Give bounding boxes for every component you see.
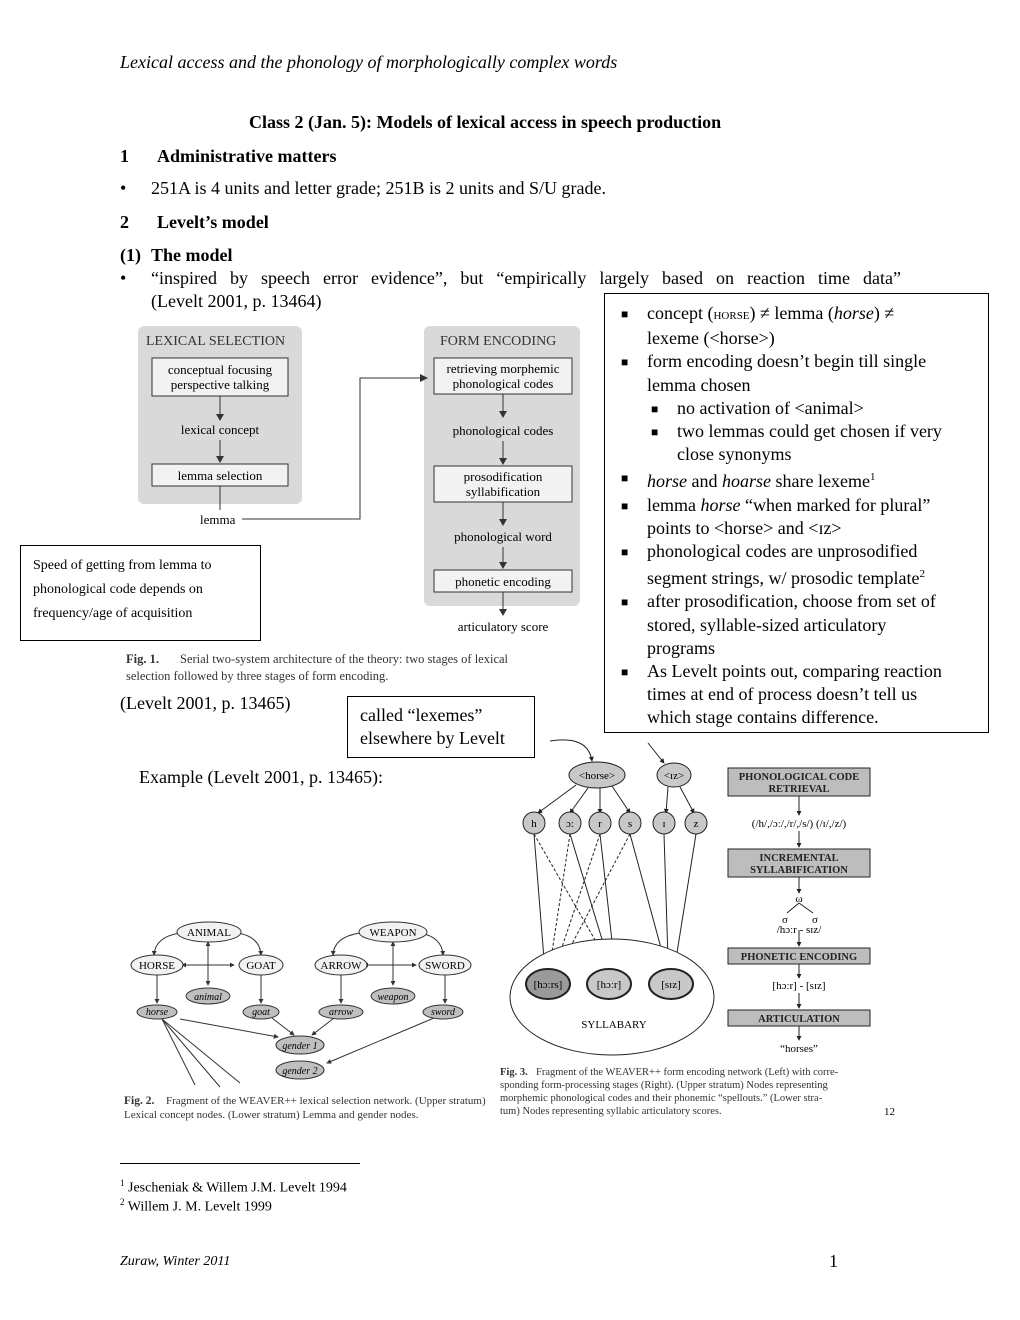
lemma-animal: animal — [194, 992, 222, 1003]
phonological-codes-label: phonological codes — [452, 376, 554, 391]
section-2-number: 2 — [120, 212, 129, 232]
lemma-selection: lemma selection — [177, 468, 263, 483]
model-bullet-line2: (Levelt 2001, p. 13464) — [151, 291, 322, 311]
footnote-1: $^1$ Jescheniak & Willem J.M. Levelt 1994 — [120, 1178, 347, 1196]
footer-author: Zuraw, Winter 2011 — [120, 1254, 231, 1269]
note-prosodification: ■ after prosodification, choose from set of stored, syllable-sized articulatory programs — [621, 591, 936, 658]
note-no-activation: ■ no activation of <animal> — [651, 397, 864, 418]
stage-articulation: ARTICULATION — [758, 1014, 840, 1025]
morpheme-iz: <ɪz> — [663, 770, 685, 782]
node-arrow: ARROW — [320, 960, 362, 972]
notes-box — [604, 293, 989, 733]
footnote-ref-1: 1 — [869, 471, 876, 484]
fig3-caption-label: Fig. 3. — [500, 1067, 528, 1078]
stage-incremental: INCREMENTAL — [759, 853, 839, 864]
syllable-siz: [sɪz] — [661, 979, 681, 991]
figure-2-diagram — [120, 915, 490, 1125]
sigma-2: σ — [812, 914, 818, 926]
lemma-weapon: weapon — [377, 992, 409, 1003]
lemma-horse: horse — [145, 1007, 169, 1018]
syllable-hor: [hɔːr] — [596, 979, 622, 991]
lexemes-note-line1: called “lexemes” — [360, 705, 483, 725]
speed-note-line3: frequency/age of acquisition — [33, 606, 193, 621]
phonetic-form: [hɔːr] - [sɪz] — [772, 980, 826, 992]
class-title: Class 2 (Jan. 5): Models of lexical access in speech production — [249, 112, 722, 132]
phonetic-encoding: phonetic encoding — [455, 574, 551, 589]
fig1-caption-line2: selection followed by three stages of form encoding. — [126, 669, 389, 683]
note-lemma-plural: ■ lemma horse “when marked for plural” points to <horse> and <ɪz> — [621, 494, 931, 538]
syllabary-label: SYLLABARY — [581, 1019, 647, 1031]
morpheme-horse: <horse> — [578, 770, 616, 782]
fig1-caption-label: Fig. 1. — [126, 652, 159, 666]
fig2-caption-label: Fig. 2. — [124, 1095, 155, 1107]
page-number: 1 — [829, 1251, 838, 1271]
note-reaction-times: ■ As Levelt points out, comparing reaction times at end of process doesn’t tell us which stage contains difference. — [621, 661, 942, 728]
section-1-number: 1 — [120, 146, 129, 166]
speed-note-line1: Speed of getting from lemma to — [33, 558, 212, 573]
lemma-goat: goat — [252, 1007, 270, 1018]
note-concept-lemma-lexeme: ■ concept (horse) ≠ lemma (horse) ≠ lexeme (<horse>) — [621, 303, 895, 349]
syllabified-form: /hɔːr - sɪz/ — [776, 924, 822, 936]
section-1-bullet: 251A is 4 units and letter grade; 251B is 2 units and S/U grade. — [151, 178, 606, 198]
segment-o: ɔ: — [566, 818, 574, 830]
segment-r: r — [598, 818, 602, 830]
retrieving-morphemic: retrieving morphemic — [446, 361, 560, 376]
gender-2: gender 2 — [282, 1066, 318, 1077]
svg-text:SYLLABIFICATION: SYLLABIFICATION — [750, 865, 848, 876]
node-horse: HORSE — [138, 960, 176, 972]
fig3-page-fragment: 12 — [884, 1106, 895, 1118]
note-horse-hoarse: ■ horse and hoarse share lexeme$^1$ — [621, 471, 876, 492]
perspective-talking: perspective talking — [170, 377, 270, 392]
syllabification: syllabification — [465, 484, 541, 499]
svg-text:RETRIEVAL: RETRIEVAL — [768, 784, 830, 795]
omega: ω — [795, 893, 803, 905]
speed-note-line2: phonological code depends on — [33, 582, 203, 597]
fig2-caption-line2: Lexical concept nodes. (Lower stratum) Lemma and gender nodes. — [124, 1109, 419, 1121]
bullet-marker: • — [120, 178, 127, 198]
model-bullet-line1: “inspired by speech error evidence”, but “empirically largely based on reaction time data” — [151, 268, 901, 288]
node-goat: GOAT — [246, 960, 276, 972]
horses-output: “horses” — [780, 1043, 818, 1055]
prosodification: prosodification — [463, 469, 543, 484]
section-1-title: Administrative matters — [157, 146, 337, 166]
lemma-sword: sword — [430, 1007, 456, 1018]
bullet-marker: • — [120, 268, 127, 288]
lexical-concept: lexical concept — [180, 422, 260, 437]
fig1-citation: (Levelt 2001, p. 13465) — [120, 693, 291, 713]
stage-phonological-code: PHONOLOGICAL CODE — [738, 772, 860, 783]
speed-note — [20, 545, 261, 641]
fig3-caption-line2: sponding form-processing stages (Right). (Upper stratum) Nodes representing — [500, 1080, 828, 1091]
syllable-horse: [hɔːrs] — [533, 979, 563, 991]
fig3-caption-line3: morphemic phonological codes and their phonemic “spellouts.” (Lower stra- — [500, 1093, 823, 1104]
node-animal: ANIMAL — [187, 927, 231, 939]
segment-i: ɪ — [662, 818, 666, 830]
sigma-1: σ — [782, 914, 788, 926]
note-two-lemmas: ■ two lemmas could get chosen if very close synonyms — [651, 421, 942, 465]
fig2-caption-line1: Fragment of the WEAVER++ lexical selection network. (Upper stratum) — [166, 1095, 486, 1107]
running-header: Lexical access and the phonology of morphologically complex words — [120, 52, 618, 72]
section-2-title: Levelt’s model — [157, 212, 269, 232]
gender-1: gender 1 — [282, 1041, 318, 1052]
stage-phonetic-encoding: PHONETIC ENCODING — [740, 952, 858, 963]
node-sword: SWORD — [425, 960, 465, 972]
segment-h: h — [531, 818, 537, 830]
subsection-title: The model — [151, 245, 233, 265]
segment-z: z — [693, 818, 699, 830]
figure-3-diagram — [496, 735, 906, 1125]
segment-s: s — [627, 818, 633, 830]
example-label: Example (Levelt 2001, p. 13465): — [139, 767, 383, 787]
articulatory-score: articulatory score — [457, 619, 549, 634]
note-unprosodified: ■ phonological codes are unprosodified segment strings, w/ prosodic template$^2$ — [621, 541, 925, 589]
footnote-ref-2: 2 — [919, 568, 925, 581]
lemma-arrow: arrow — [328, 1007, 354, 1018]
footnote-rule — [120, 1163, 360, 1164]
footnote-2: $^2$ Willem J. M. Levelt 1999 — [120, 1197, 272, 1215]
fig3-caption-line4: tum) Nodes representing syllabic articulatory scores. — [500, 1106, 722, 1117]
note-form-encoding: ■ form encoding doesn’t begin till single lemma chosen — [621, 351, 927, 395]
lexemes-note-line2: elsewhere by Levelt — [360, 728, 505, 748]
form-encoding-heading: FORM ENCODING — [440, 334, 557, 349]
fig1-caption-line1: Serial two-system architecture of the theory: two stages of lexical — [180, 652, 509, 666]
node-weapon: WEAPON — [369, 927, 417, 939]
fig3-caption-line1: Fragment of the WEAVER++ form encoding network (Left) with corre- — [536, 1067, 839, 1078]
lexical-selection-heading: LEXICAL SELECTION — [146, 334, 286, 349]
phonological-codes-text: (/h/,/ɔː/,/r/,/s/) (/ɪ/,/z/) — [751, 818, 847, 830]
conceptual-focusing: conceptual focusing — [167, 362, 273, 377]
phonological-codes: phonological codes — [452, 423, 554, 438]
lemma-label: lemma — [200, 512, 236, 527]
phonological-word: phonological word — [454, 529, 552, 544]
subsection-label: (1) — [120, 245, 141, 265]
